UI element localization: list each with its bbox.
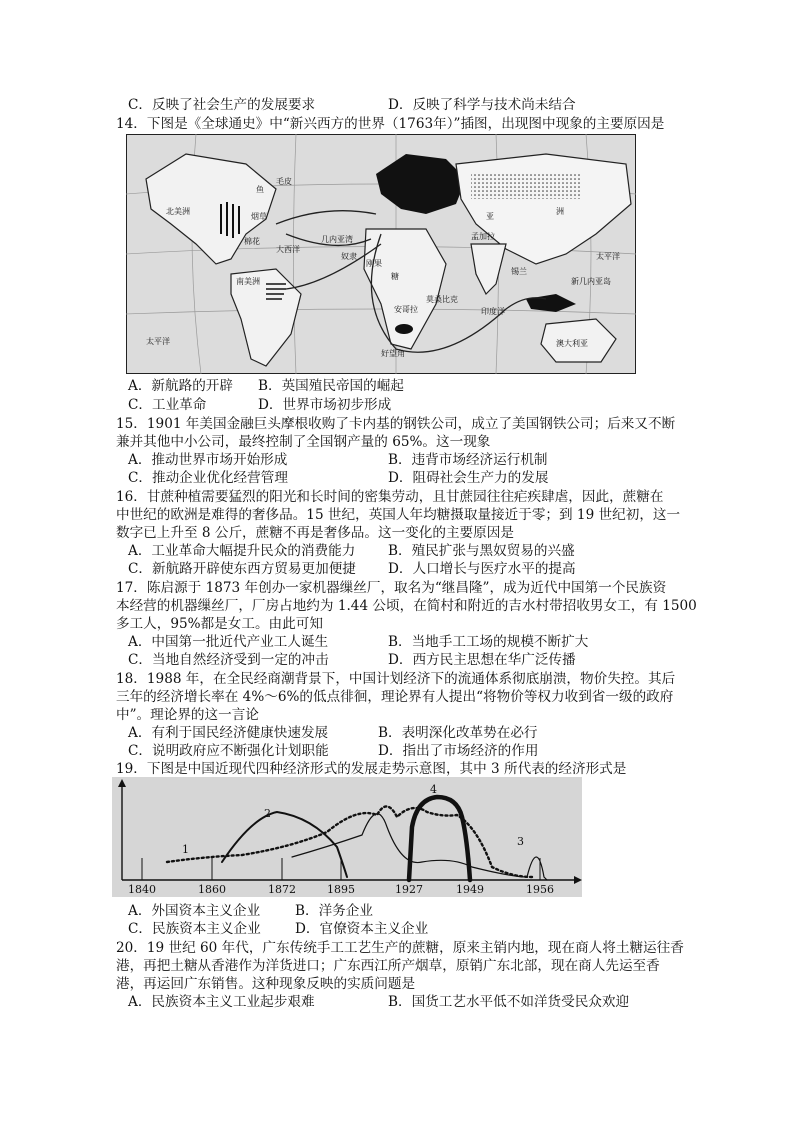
label-atlantic: 大西洋	[276, 245, 300, 254]
q16-option-b[interactable]: B．殖民扩张与黑奴贸易的兴盛	[388, 543, 575, 559]
q16-line-2: 中世纪的欧洲是难得的奢侈品。15 世纪，英国人年均糖摄取量接近于零；到 19 世纪初，这一	[116, 507, 681, 523]
q18-line-2: 三年的经济增长率在 4%～6%的低点徘徊，理论界有人提出“将物价等权力收到省一级的政府	[116, 689, 674, 705]
x-tick-label-1860: 1860	[198, 883, 226, 896]
q20-option-b[interactable]: B．国货工艺水平低不如洋货受民众欢迎	[388, 994, 630, 1010]
q17-option-c[interactable]: C．当地自然经济受到一定的冲击	[128, 652, 329, 668]
q13-option-d[interactable]: D．反映了科学与技术尚未结合	[388, 97, 576, 113]
q18-line-3: 中”。理论界的这一言论	[116, 707, 259, 723]
q17-line-3: 多工人，95%都是女工。由此可知	[116, 616, 323, 632]
q20-option-a[interactable]: A．民族资本主义工业起步艰难	[128, 994, 315, 1010]
q15-option-c[interactable]: C．推动企业优化经营管理	[128, 470, 288, 486]
series-3-label: 3	[517, 835, 524, 848]
series-1-label: 1	[182, 843, 189, 856]
series-4-label: 4	[430, 783, 437, 796]
q15-option-b[interactable]: B．违背市场经济运行机制	[388, 452, 548, 468]
q19-stem: 19．下图是中国近现代四种经济形式的发展走势示意图，其中 3 所代表的经济形式是	[116, 761, 627, 777]
q16-option-d[interactable]: D．人口增长与医疗水平的提高	[388, 561, 576, 577]
q14-option-b[interactable]: B．英国殖民帝国的崛起	[258, 378, 404, 394]
q18-option-a[interactable]: A．有利于国民经济健康快速发展	[128, 725, 329, 741]
label-cape: 好望角	[381, 349, 405, 358]
q17-option-b[interactable]: B．当地手工工场的规模不断扩大	[388, 634, 589, 650]
label-australia: 澳大利亚	[556, 339, 588, 348]
label-bengal: 孟加拉	[471, 232, 495, 241]
q16-line-3: 数字已上升至 8 公斤，蔗糖不再是奢侈品。这一变化的主要原因是	[116, 525, 514, 541]
q15-option-d[interactable]: D．阻碍社会生产力的发展	[388, 470, 549, 486]
q14-option-c[interactable]: C．工业革命	[128, 397, 207, 413]
economic-forms-trend-chart	[112, 777, 582, 897]
label-indian-ocean: 印度洋	[481, 307, 505, 316]
q16-line-1: 16．甘蔗种植需要猛烈的阳光和长时间的密集劳动，且甘蔗园往往疟疾肆虐，因此，蔗糖在	[116, 489, 664, 505]
q13-option-c[interactable]: C．反映了社会生产的发展要求	[128, 97, 316, 113]
label-mozambique: 莫桑比克	[426, 295, 458, 304]
label-south-america: 南美洲	[236, 277, 260, 286]
q18-option-d[interactable]: D．指出了市场经济的作用	[378, 743, 539, 759]
q15-line-2: 兼并其他中小公司，最终控制了全国钢产量的 65%。这一现象	[116, 434, 491, 450]
label-asia-zhou: 洲	[556, 207, 564, 216]
q19-option-a[interactable]: A．外国资本主义企业	[128, 903, 261, 919]
label-asia-ya: 亚	[486, 212, 494, 221]
q16-option-a[interactable]: A．工业革命大幅提升民众的消费能力	[128, 543, 356, 559]
label-indochina: 锡兰	[511, 267, 527, 276]
label-cotton: 棉花	[244, 237, 260, 246]
cape-colony-mark	[395, 324, 413, 334]
series-2-label: 2	[264, 807, 271, 820]
label-north-america: 北美洲	[166, 207, 190, 216]
label-pacific-right: 太平洋	[596, 252, 620, 261]
chart-background	[112, 777, 582, 897]
q14-stem: 14．下图是《全球通史》中“新兴西方的世界（1763年）”插图，出现图中现象的主要原因是	[116, 116, 665, 132]
label-slaves: 奴隶	[341, 252, 357, 261]
q20-line-1: 20．19 世纪 60 年代，广东传统手工工艺生产的蔗糖，原来主销内地，现在商人将土糖运往香	[116, 940, 684, 956]
x-tick-label-1872: 1872	[268, 883, 296, 896]
label-congo: 刚果	[366, 259, 382, 268]
q18-option-b[interactable]: B．表明深化改革势在必行	[378, 725, 538, 741]
world-map-1763	[126, 134, 636, 374]
q18-option-c[interactable]: C．说明政府应不断强化计划职能	[128, 743, 329, 759]
q19-option-b[interactable]: B．洋务企业	[295, 903, 373, 919]
q15-line-1: 15．1901 年美国金融巨头摩根收购了卡内基的钢铁公司，成立了美国钢铁公司；后来又不断	[116, 416, 676, 432]
x-tick-label-1840: 1840	[128, 883, 156, 896]
q14-option-a[interactable]: A．新航路的开辟	[128, 378, 233, 394]
asia-dots	[471, 174, 581, 199]
label-new-guinea: 新几内亚岛	[571, 277, 611, 286]
x-tick-label-1895: 1895	[327, 883, 355, 896]
label-guinea: 几内亚湾	[321, 235, 353, 244]
q16-option-c[interactable]: C．新航路开辟使东西方贸易更加便捷	[128, 561, 356, 577]
label-fish: 鱼	[256, 185, 264, 194]
label-tobacco: 烟草	[251, 212, 267, 221]
q18-line-1: 18．1988 年，在全民经商潮背景下，中国计划经济下的流通体系彻底崩溃，物价失控。其后	[116, 671, 676, 687]
x-tick-label-1956: 1956	[526, 883, 554, 896]
q17-option-a[interactable]: A．中国第一批近代产业工人诞生	[128, 634, 329, 650]
q17-option-d[interactable]: D．西方民主思想在华广泛传播	[388, 652, 576, 668]
label-pacific-left: 太平洋	[146, 337, 170, 346]
q20-line-3: 港，再运回广东销售。这种现象反映的实质问题是	[116, 976, 416, 992]
q14-option-d[interactable]: D．世界市场初步形成	[258, 397, 392, 413]
label-sugar: 糖	[391, 272, 399, 281]
q20-line-2: 港，再把土糖从香港作为洋货进口；广东西江所产烟草，原销广东北部，现在商人先运至香	[116, 958, 660, 974]
q17-line-2: 本经营的机器缫丝厂，厂房占地约为 1.44 公顷，在简村和附近的吉水村带招收男女工，有 1500	[116, 598, 697, 614]
label-fur: 毛皮	[276, 177, 292, 186]
x-tick-label-1949: 1949	[456, 883, 484, 896]
q15-option-a[interactable]: A．推动世界市场开始形成	[128, 452, 288, 468]
label-angola: 安哥拉	[394, 305, 418, 314]
q17-line-1: 17．陈启源于 1873 年创办一家机器缫丝厂，取名为“继昌隆”，成为近代中国第一个民族资	[116, 580, 667, 596]
q19-option-c[interactable]: C．民族资本主义企业	[128, 921, 261, 937]
x-tick-label-1927: 1927	[395, 883, 423, 896]
q19-option-d[interactable]: D．官僚资本主义企业	[295, 921, 429, 937]
